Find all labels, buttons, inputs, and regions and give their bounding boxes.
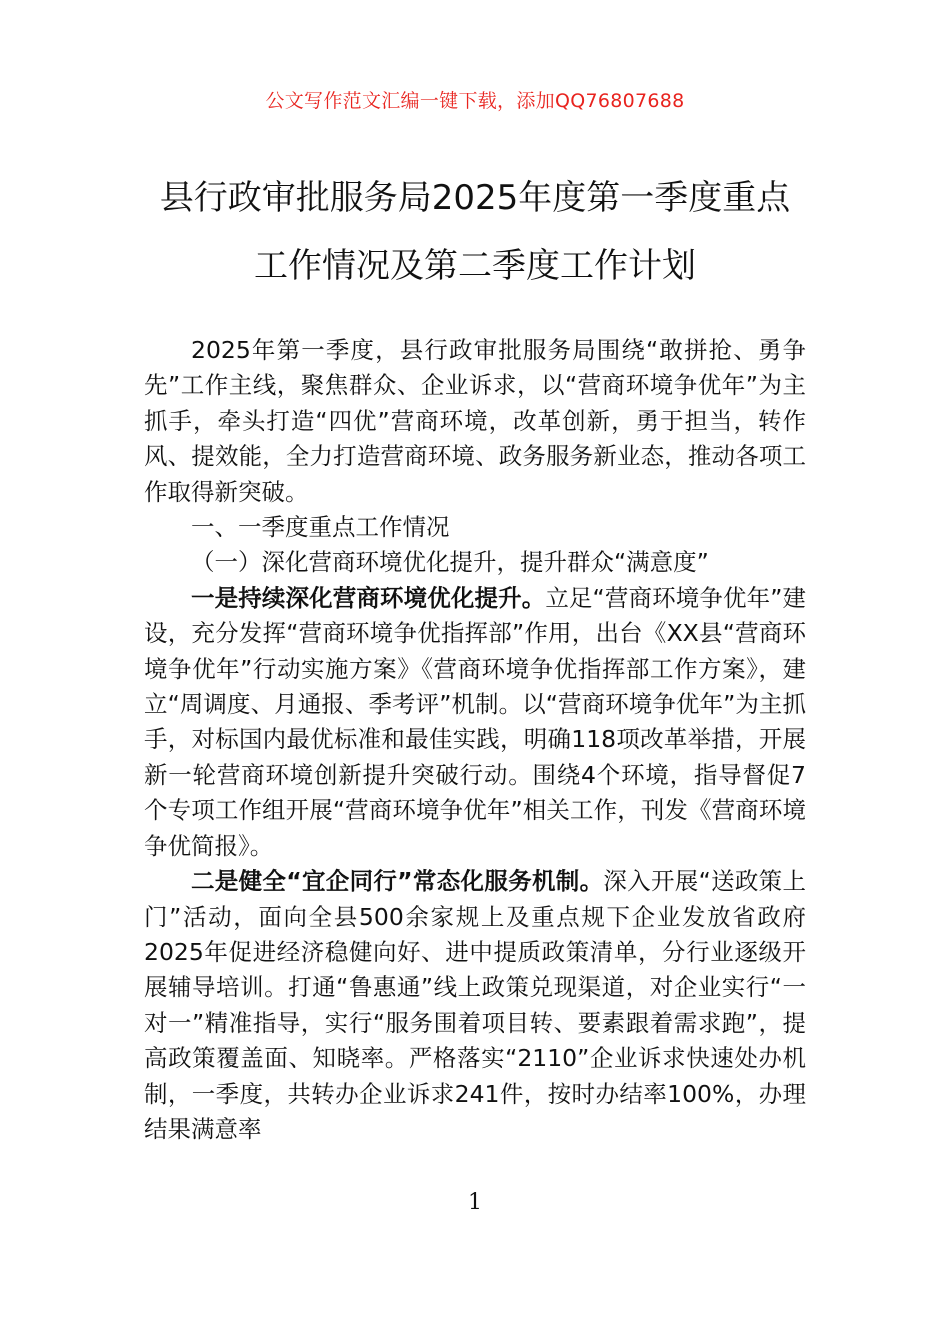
item-1-paragraph (144, 581, 806, 864)
item-1-lead: 一是持续深化营商环境优化提升。 (191, 583, 546, 612)
page-number: 1 (468, 1190, 482, 1215)
item-1-text: 立足“营商环境争优年”建设，充分发挥“营商环境争优指挥部”作用，出台《XX县“营商环境争优年”行动实施方案》《营商环境争优指挥部工作方案》，建立“周调度、月通报、季考评”机制。以“营商环境争优年”为主抓手，对标国内最优标准和最佳实践，明确118项改革举措，开展新一轮营商环境创新提升突破行动。围绕4个环境，指导督促7个专项工作组开展“营商环境争优年”相关工作，刊发《营商环境争优简报》。 (144, 583, 806, 860)
item-2-paragraph (144, 864, 806, 1147)
item-2-lead: 二是健全“宜企同行”常态化服务机制。 (191, 867, 604, 896)
section-heading: 一、一季度重点工作情况 (191, 513, 450, 542)
document-title (120, 164, 830, 300)
title-line-1: 县行政审批服务局2025年度第一季度重点 (159, 178, 791, 218)
title-line-2: 工作情况及第二季度工作计划 (254, 246, 696, 286)
item-2-text: 深入开展“送政策上门”活动，面向全县500余家规上及重点规下企业发放省政府2025年促进经济稳健向好、进中提质政策清单，分行业逐级开展辅导培训。打通“鲁惠通”线上政策兑现渠道，对企业实行“一对一”精准指导，实行“服务围着项目转、要素跟着需求跑”，提高政策覆盖面、知晓率。严格落实“2110”企业诉求快速处办机制，一季度，共转办企业诉求241件，按时办结率100%，办理结果满意率 (144, 867, 806, 1143)
document-body (144, 333, 806, 1147)
subsection-heading: （一）深化营商环境优化提升，提升群众“满意度” (191, 548, 709, 577)
download-banner: 公文写作范文汇编一键下载，添加QQ76807688 (265, 90, 685, 112)
intro-paragraph: 2025年第一季度，县行政审批服务局围绕“敢拼抢、勇争先”工作主线，聚焦群众、企业诉求，以“营商环境争优年”为主抓手，牵头打造“四优”营商环境，改革创新，勇于担当，转作风、提效能，全力打造营商环境、政务服务新业态，推动各项工作取得新突破。 (144, 336, 806, 506)
